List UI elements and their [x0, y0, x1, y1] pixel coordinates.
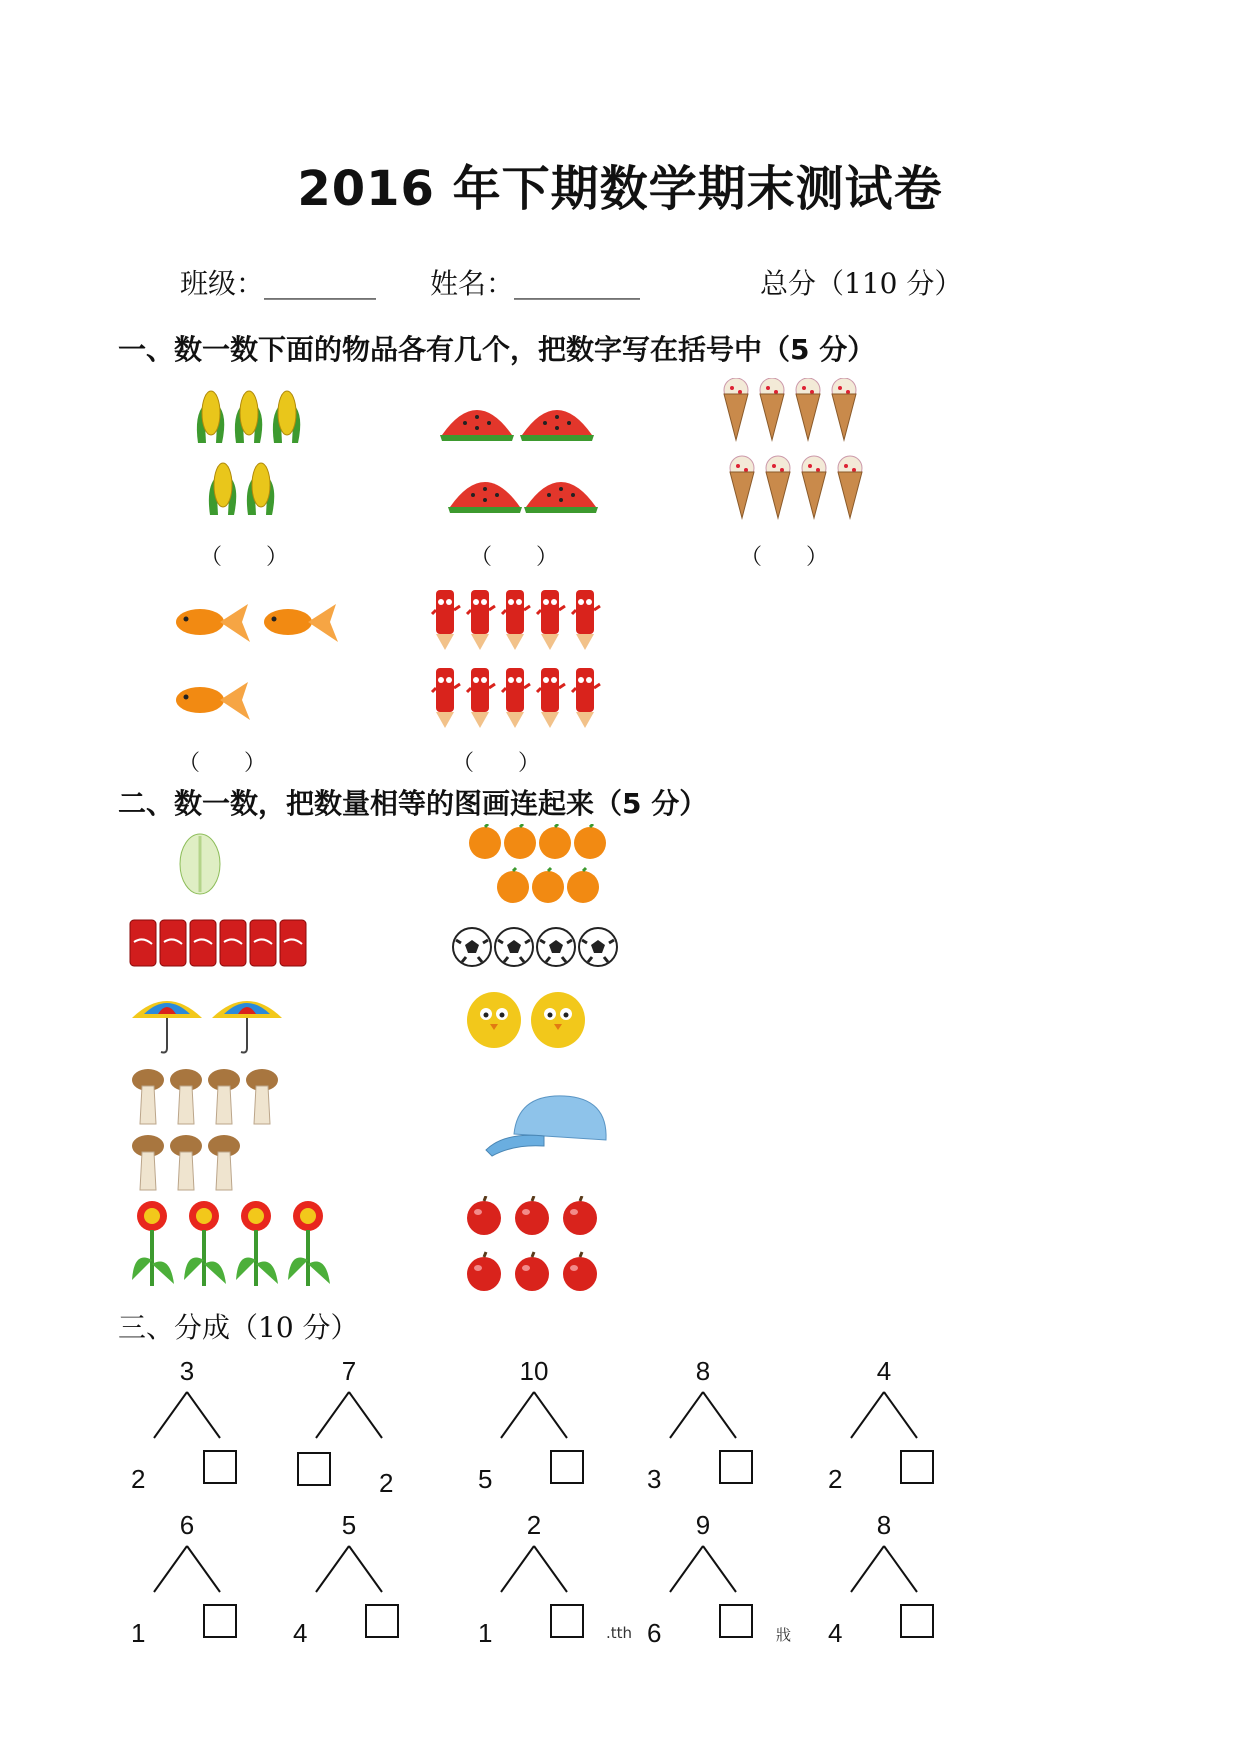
- answer-box[interactable]: [203, 1604, 237, 1638]
- tree-branches: [309, 1390, 389, 1440]
- tree-top-number: 2: [526, 1510, 542, 1540]
- answer-box[interactable]: [719, 1450, 753, 1484]
- cabbage-icon[interactable]: [175, 830, 225, 895]
- tree-given-number: 6: [647, 1618, 662, 1648]
- tree-branches: [309, 1544, 389, 1594]
- ice-cream-group: [720, 378, 870, 532]
- tree-branches: [663, 1390, 743, 1440]
- stray-mark: 戕: [776, 1626, 792, 1644]
- watermelon-group: [440, 395, 600, 524]
- tree-top-number: 7: [341, 1356, 357, 1386]
- tree-given-number: 5: [478, 1464, 493, 1494]
- tree-top-number: 4: [876, 1356, 892, 1386]
- section2-heading: 二、数一数，把数量相等的图画连起来（5 分）: [118, 787, 708, 820]
- chick-icon[interactable]: [466, 988, 590, 1050]
- section3-heading: 三、分成（10 分）: [118, 1311, 359, 1344]
- tree-top-number: 9: [695, 1510, 711, 1540]
- answer-box[interactable]: [900, 1450, 934, 1484]
- tree-given-number: 2: [131, 1464, 146, 1494]
- tree-branches: [844, 1390, 924, 1440]
- watermelon-icon: [440, 395, 600, 520]
- tree-given-number: 3: [647, 1464, 662, 1494]
- tree-top-number: 5: [341, 1510, 357, 1540]
- tree-branches: [494, 1544, 574, 1594]
- corn-row-2: [204, 457, 310, 517]
- answer-box[interactable]: [719, 1604, 753, 1638]
- tree-given-number: 1: [131, 1618, 146, 1648]
- total-score: 总分（110 分）: [760, 267, 963, 300]
- answer-box[interactable]: [550, 1450, 584, 1484]
- section1-heading: 一、数一数下面的物品各有几个，把数字写在括号中（5 分）: [118, 333, 876, 366]
- corn-icon: [192, 385, 310, 445]
- orange-icon[interactable]: [468, 824, 618, 906]
- tree-given-number: 2: [828, 1464, 843, 1494]
- corn-icon: [204, 457, 284, 517]
- goldfish-group: [168, 596, 338, 735]
- tree-top-number: 8: [695, 1356, 711, 1386]
- answer-blank-ice-cream[interactable]: （ ）: [740, 545, 829, 570]
- corn-group: [192, 385, 310, 517]
- tree-branches: [844, 1544, 924, 1594]
- ice-cream-icon: [720, 378, 870, 528]
- pencil-group: [428, 586, 608, 740]
- pencil-icon: [428, 586, 608, 736]
- answer-box[interactable]: [550, 1604, 584, 1638]
- tree-given-number: 2: [379, 1468, 394, 1498]
- answer-box[interactable]: [900, 1604, 934, 1638]
- mushroom-icon[interactable]: [132, 1068, 292, 1193]
- answer-box[interactable]: [297, 1452, 331, 1486]
- tree-branches: [663, 1544, 743, 1594]
- answer-box[interactable]: [203, 1450, 237, 1484]
- cola-can-icon[interactable]: [128, 918, 313, 968]
- tree-given-number: 4: [828, 1618, 843, 1648]
- tree-top-number: 6: [179, 1510, 195, 1540]
- corn-row-1: [192, 385, 310, 445]
- flower-icon[interactable]: [130, 1200, 340, 1290]
- answer-blank-pencil[interactable]: （ ）: [452, 751, 541, 776]
- umbrella-icon[interactable]: [130, 992, 290, 1056]
- answer-blank-goldfish[interactable]: （ ）: [178, 751, 267, 776]
- tree-top-number: 3: [179, 1356, 195, 1386]
- apple-icon[interactable]: [466, 1196, 602, 1294]
- tree-given-number: 4: [293, 1618, 308, 1648]
- football-icon[interactable]: [452, 926, 620, 970]
- goldfish-icon: [168, 596, 338, 731]
- name-field[interactable]: 姓名：_________: [430, 267, 641, 300]
- tree-top-number: 8: [876, 1510, 892, 1540]
- page-title: 2016 年下期数学期末测试卷: [297, 161, 943, 217]
- answer-blank-watermelon[interactable]: （ ）: [470, 545, 559, 570]
- class-field[interactable]: 班级：________: [180, 267, 377, 300]
- tree-given-number: 1: [478, 1618, 493, 1648]
- answer-box[interactable]: [365, 1604, 399, 1638]
- stray-mark: .tth: [606, 1624, 633, 1642]
- cap-icon[interactable]: [484, 1090, 614, 1160]
- answer-blank-corn[interactable]: （ ）: [200, 545, 289, 570]
- tree-branches: [494, 1390, 574, 1440]
- tree-top-number: 10: [519, 1356, 549, 1386]
- tree-branches: [147, 1390, 227, 1440]
- tree-branches: [147, 1544, 227, 1594]
